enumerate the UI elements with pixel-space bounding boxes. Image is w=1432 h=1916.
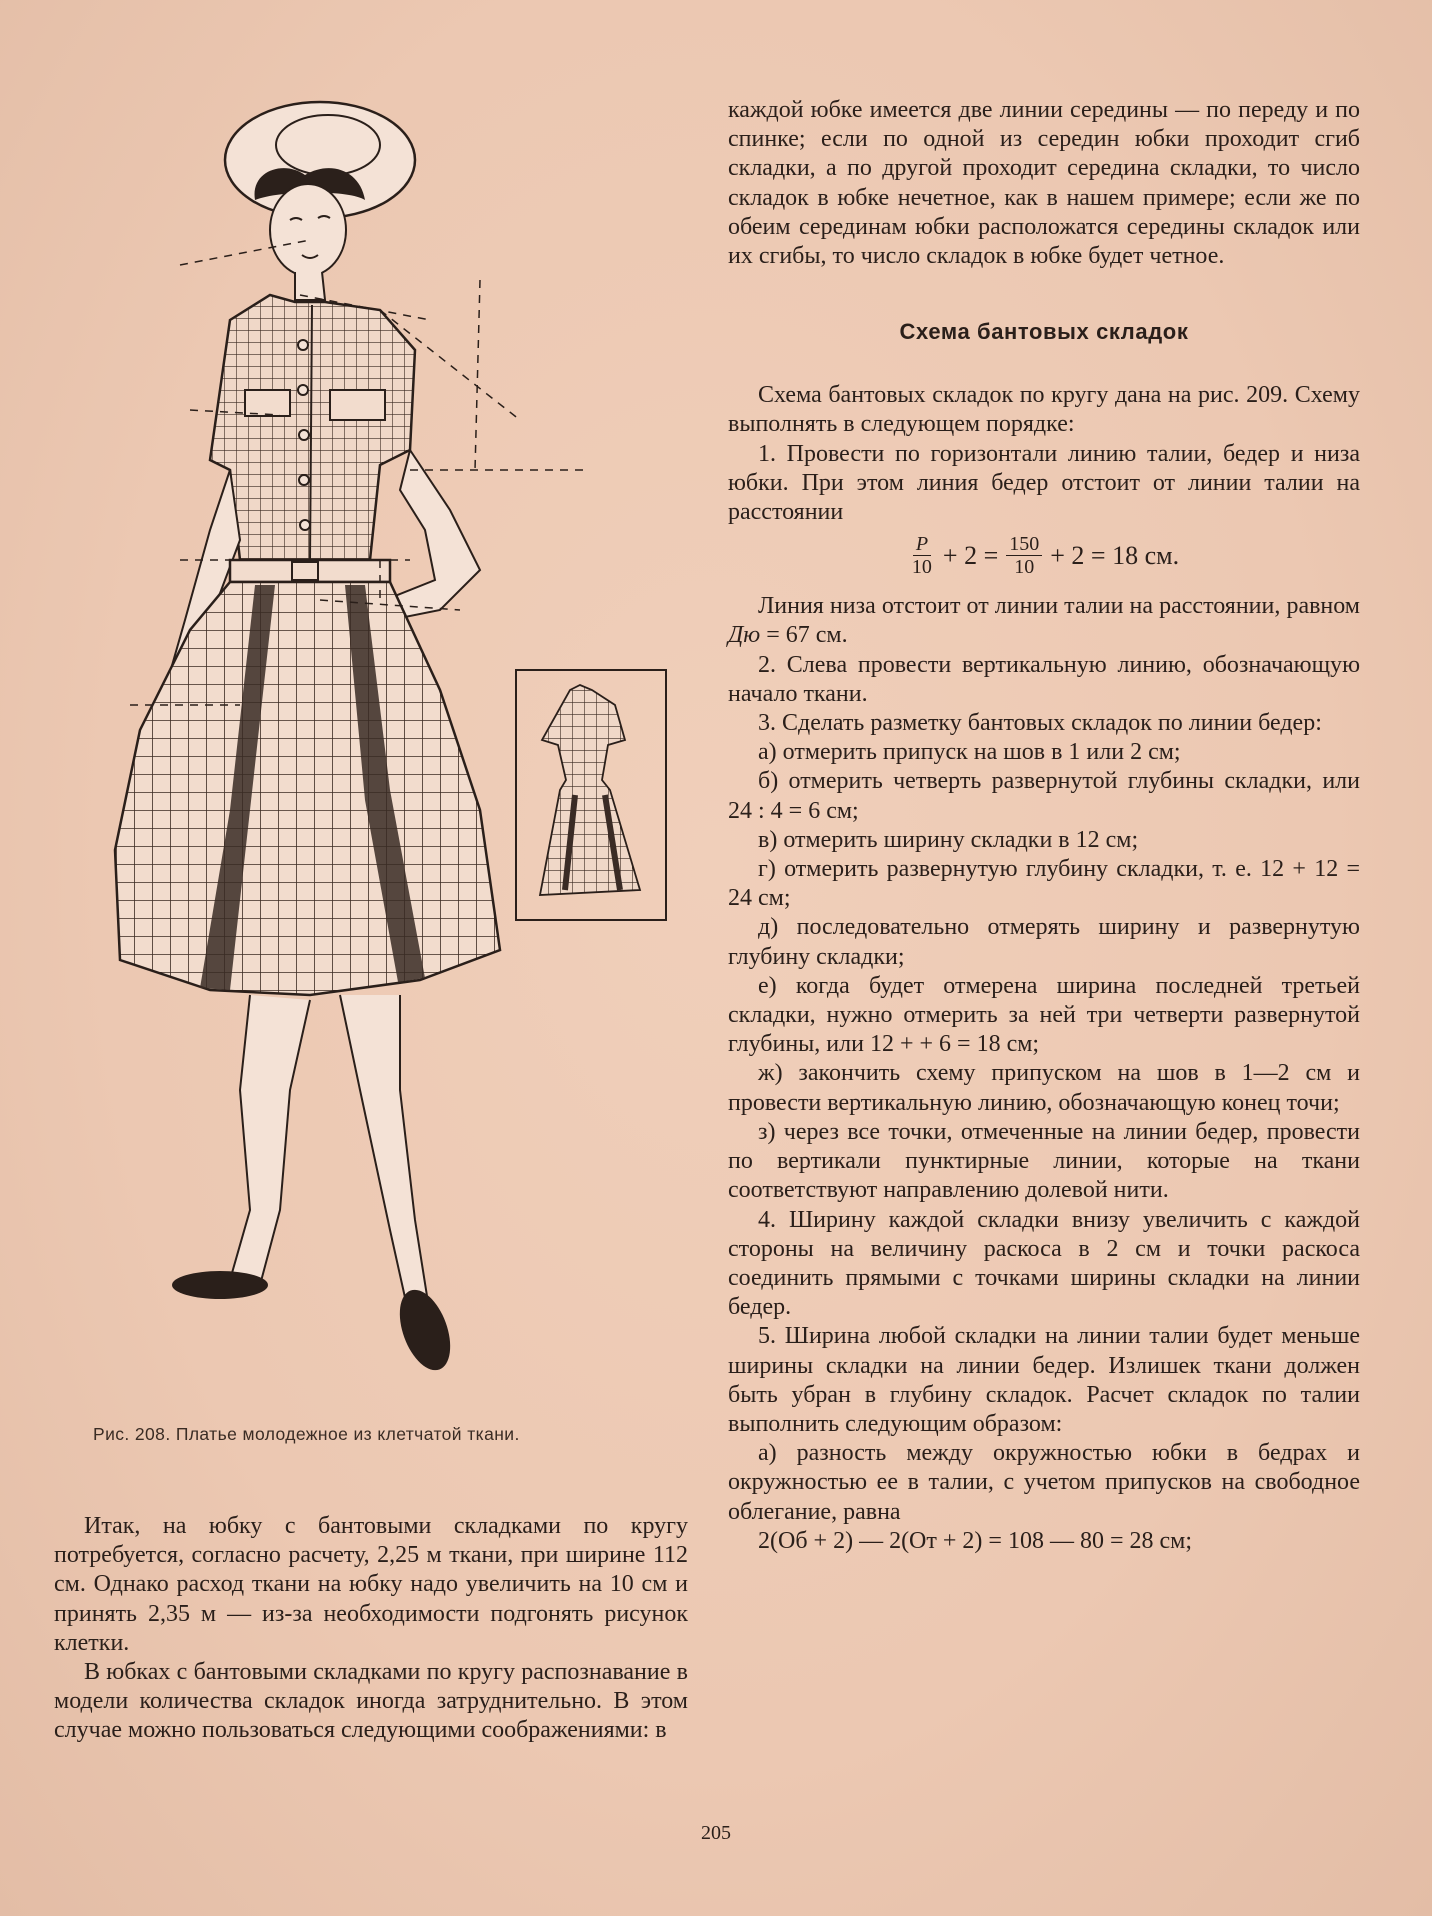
hat-crown [276, 115, 380, 175]
formula-result: + 2 = 18 см. [1050, 540, 1180, 570]
step-1: 1. Провести по горизонтали линию талии, бедер и низа юбки. При этом линия бедер отстоит от линии талии на расстоянии [728, 440, 1360, 526]
left-column-text [54, 1512, 688, 1746]
page-number: 205 [701, 1822, 731, 1844]
step-item: ж) закончить схему припуском на шов в 1—2 см и провести вертикальную линию, обозначающую конец точи; [728, 1060, 1360, 1116]
step-item: а) отмерить припуск на шов в 1 или 2 см; [758, 739, 1181, 766]
step-item: 4. Ширину каждой складки внизу увеличить с каждой стороны на величину раскоса в 2 см и точки раскоса соединить прямыми с точками ширины складки на линии бедер. [728, 1206, 1360, 1321]
step-item: а) разность между окружностью юбки в бедрах и окружностью ее в талии, с учетом припусков на свободное облегание, равна [728, 1440, 1360, 1525]
right-shoe [390, 1283, 460, 1377]
legs [230, 995, 430, 1320]
scheme-intro: Схема бантовых складок по кругу дана на рис. 209. Схему выполнять в следующем порядке: [728, 382, 1360, 438]
formula [728, 533, 1360, 578]
step-item: д) последовательно отмерять ширину и развернутую глубину складки; [728, 914, 1360, 970]
step-item: г) отмерить развернутую глубину складки, т. е. 12 + 12 = 24 см; [728, 856, 1360, 912]
dress-illustration [80, 90, 680, 1400]
figure-caption: Рис. 208. Платье молодежное из клетчатой ткани. [93, 1424, 520, 1444]
hem-distance: Линия низа отстоит от линии талии на расстоянии, равном Дю = 67 см. [728, 593, 1360, 649]
left-shoe [172, 1271, 268, 1299]
section-heading: Схема бантовых складок [899, 319, 1189, 345]
dress-drawing [80, 90, 680, 1400]
face [270, 184, 346, 276]
left-paragraph-1: Итак, на юбку с бантовыми складками по кругу потребуется, согласно расчету, 2,25 м ткани, при ширине 112 см. Однако расход ткани на юбку надо увеличить на 10 см и принять 2,35 м — из-за необходимости подгонять рисунок клетки. [54, 1513, 688, 1656]
continued-paragraph: каждой юбке имеется две линии середины — по переду и по спинке; если по одной из середин юбки проходит сгиб складки, а по другой проходит середина складки, то число складок в юбке нечетное, как в нашем примере; если же по обеим серединам юбки расположатся середины складок или их сгибы, то число складок в юбке будет четное. [728, 97, 1360, 270]
step-item: 5. Ширина любой складки на линии талии будет меньше ширины складки на линии бедер. Излишек ткани должен быть убран в глубину складок. Расчет складок по талии выполнить следующим образом: [728, 1323, 1360, 1437]
step-item: б) отмерить четверть развернутой глубины складки, или 24 : 4 = 6 см; [728, 768, 1360, 824]
formula-plus: + 2 = [942, 540, 999, 570]
fraction-150-over-10: $\frac{150}{10}$ [1006, 533, 1042, 578]
step-item: 2. Слева провести вертикальную линию, обозначающую начало ткани. [728, 651, 1360, 707]
right-column-text [728, 96, 1360, 1556]
step-item: 3. Сделать разметку бантовых складок по линии бедер: [758, 710, 1322, 737]
right-arm [385, 450, 480, 620]
fraction-p-over-10: $\frac{P}{10}$ [911, 533, 932, 579]
step-item: з) через все точки, отмеченные на линии бедер, провести по вертикали пунктирные линии, которые на ткани соответствуют направлению долевой нити. [728, 1118, 1360, 1204]
left-paragraph-2: В юбках с бантовыми складками по кругу распознавание в модели количества складок иногда затруднительно. В этом случае можно пользоваться следующими соображениями: в [54, 1659, 688, 1744]
formula-line: 2(Об + 2) — 2(От + 2) = 108 — 80 = 28 см; [758, 1527, 1192, 1554]
step-item: е) когда будет отмерена ширина последней третьей складки, нужно отмерить за ней три четверти развернутой глубины, или 12 + + 6 = 18 см; [728, 972, 1360, 1058]
skirt [115, 582, 500, 995]
step-item: в) отмерить ширину складки в 12 см; [758, 826, 1139, 853]
belt [230, 560, 390, 582]
inset-dress [540, 685, 640, 895]
